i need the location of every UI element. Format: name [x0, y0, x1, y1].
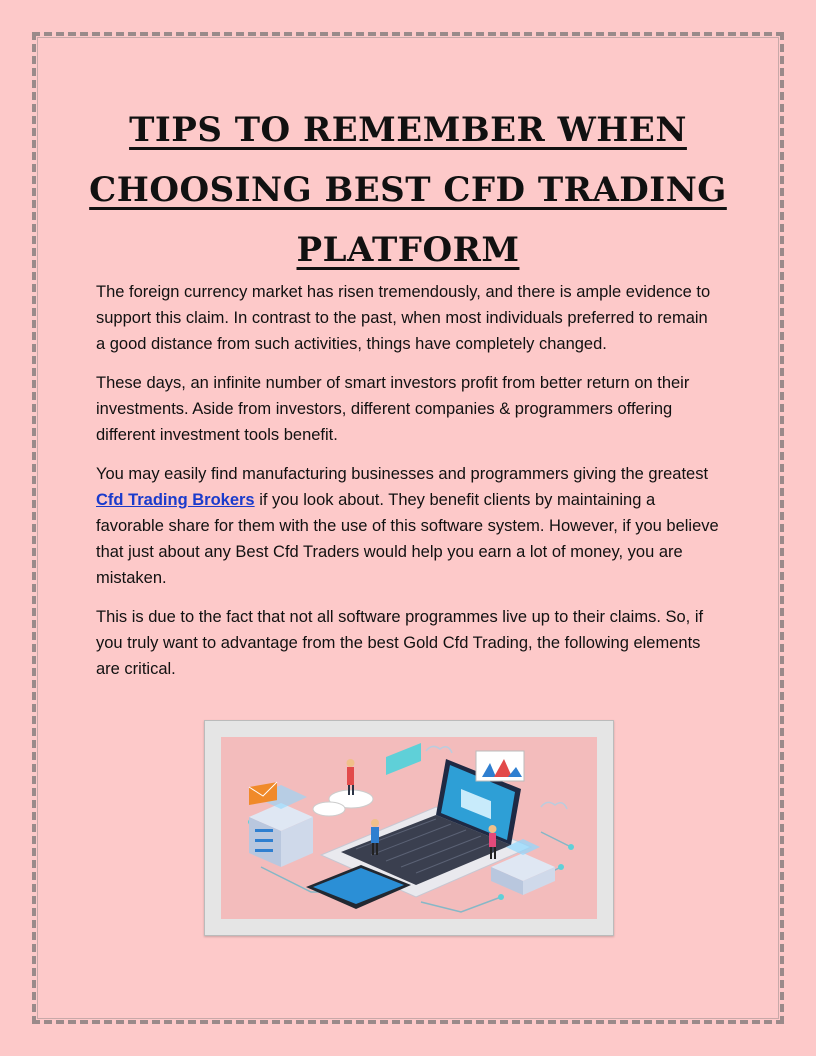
paragraph-4: This is due to the fact that not all software programmes live up to their claims. So, if you truly want to advantage from the best Gold Cfd Trading, the following elements are critical.	[96, 608, 704, 678]
illustration-frame	[204, 720, 614, 936]
paragraph-3	[96, 461, 720, 591]
paragraph-2: These days, an infinite number of smart investors profit from better return on their investments. Aside from investors, different companies & programmers offering different investment tools benefit.	[96, 374, 690, 444]
illustration-svg	[221, 737, 597, 919]
cfd-trading-brokers-link[interactable]: Cfd Trading Brokers	[96, 491, 255, 509]
article-body	[96, 279, 720, 695]
isometric-trading-platform-illustration	[221, 737, 597, 919]
page-title	[60, 100, 756, 280]
paragraph-3-text-b: if you look about. They benefit clients by maintaining a favorable share for them with the use of this software system. However, if you believe that just about any Best Cfd Traders would help you earn a lot of money, you are mistaken.	[96, 491, 719, 587]
paragraph-3-text-a: You may easily find manufacturing businesses and programmers giving the greatest	[96, 465, 709, 483]
title-line-2: CHOOSING BEST CFD TRADING	[89, 170, 727, 210]
paragraph-1: The foreign currency market has risen tremendously, and there is ample evidence to support this claim. In contrast to the past, when most individuals preferred to remain a good distance from such activities, things have completely changed.	[96, 283, 711, 353]
title-line-1: TIPS TO REMEMBER WHEN	[129, 110, 687, 150]
title-line-3: PLATFORM	[296, 230, 520, 270]
